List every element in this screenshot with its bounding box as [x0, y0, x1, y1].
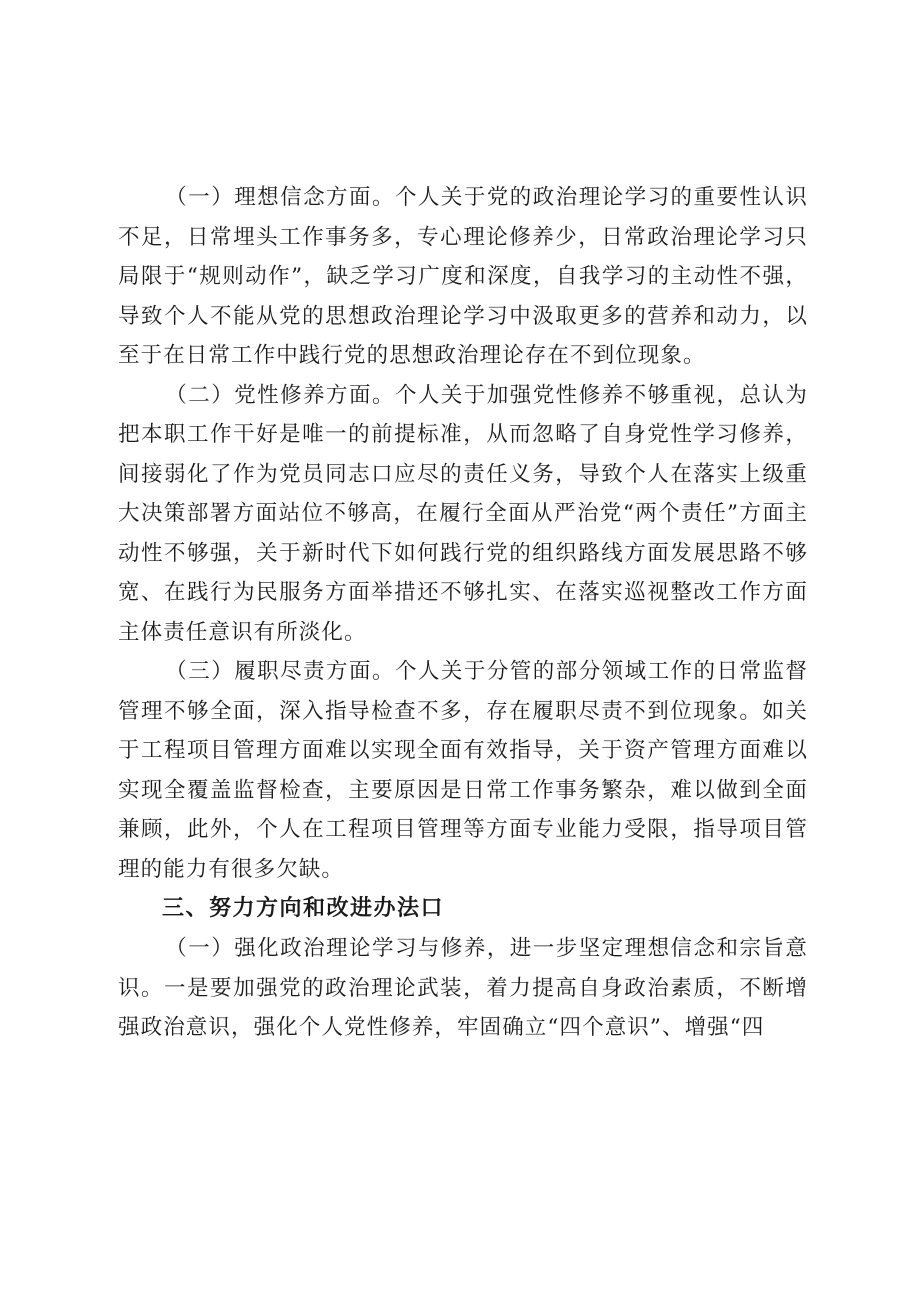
section-heading: 三、努力方向和改进办法口 [162, 896, 445, 921]
paragraph-political-study: （一）强化政治理论学习与修养，进一步坚定理想信念和宗旨意识。一是要加强党的政治理论武装，着力提高自身政治素质，不断增强政治意识，强化个人党性修养，牢固确立“四个意识”、增强“四 [118, 936, 808, 1040]
paragraph-party-spirit: （二）党性修养方面。个人关于加强党性修养不够重视，总认为把本职工作干好是唯一的前提标准，从而忽略了自身党性学习修养，间接弱化了作为党员同志口应尽的责任义务，导致个人在落实上级重大决策部署方面站位不够高，在履行全面从严治党“两个责任”方面主动性不够强，关于新时代下如何践行党的组织路线方面发展思路不够宽、在践行为民服务方面举措还不够扎实、在落实巡视整改工作方面主体责任意识有所淡化。 [118, 382, 808, 645]
paragraph-ideals-beliefs: （一）理想信念方面。个人关于党的政治理论学习的重要性认识不足，日常埋头工作事务多，专心理论修养少，日常政治理论学习只局限于“规则动作”，缺乏学习广度和深度，自我学习的主动性不强，导致个人不能从党的思想政治理论学习中汲取更多的营养和动力，以至于在日常工作中践行党的思想政治理论存在不到位现象。 [118, 185, 808, 368]
document-page [118, 178, 808, 1048]
paragraph-duty-performance: （三）履职尽责方面。个人关于分管的部分领域工作的日常监督管理不够全面，深入指导检查不多，存在履职尽责不到位现象。如关于工程项目管理方面难以实现全面有效指导，关于资产管理方面难以实现全覆盖监督检查，主要原因是日常工作事务繁杂，难以做到全面兼顾，此外，个人在工程项目管理等方面专业能力受限，指导项目管理的能力有很多欠缺。 [118, 659, 808, 882]
